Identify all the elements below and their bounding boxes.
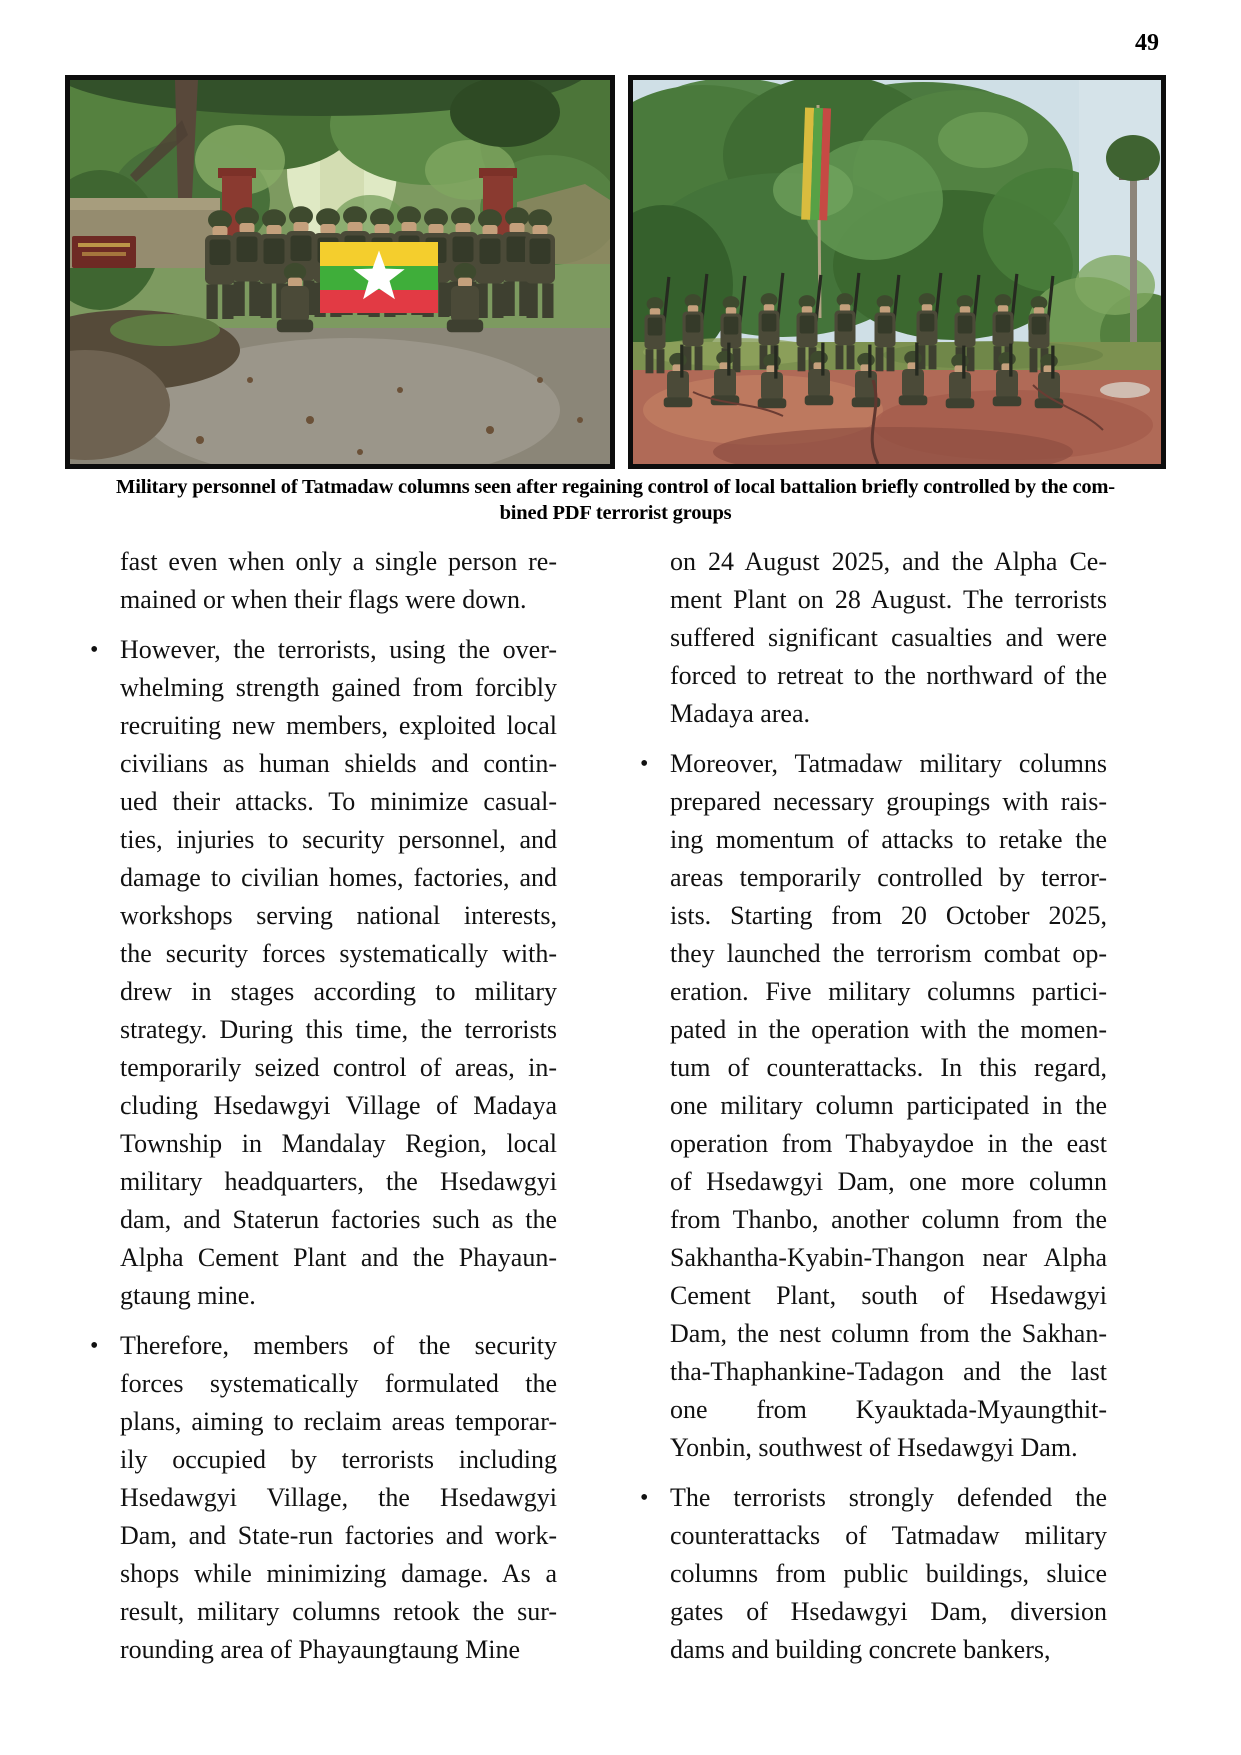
text-line: ists. Starting from 20 October 2025, (670, 901, 1107, 930)
text-line: tum of counterattacks. In this regard, (670, 1053, 1107, 1082)
photo-soldiers-with-flag (65, 75, 615, 469)
bullet-marker: • (640, 751, 649, 777)
text-line: However, the terrorists, using the over- (120, 635, 557, 664)
bullet-marker: • (90, 637, 99, 663)
paragraph (120, 543, 557, 619)
text-line: the security forces systematically with- (120, 939, 557, 968)
text-line: gates of Hsedawgyi Dam, diversion (670, 1597, 1107, 1626)
text-line: The terrorists strongly defended the (670, 1483, 1107, 1512)
text-line: of Hsedawgyi Dam, one more column (670, 1167, 1107, 1196)
text-line: one military column participated in the (670, 1091, 1107, 1120)
text-line: counterattacks of Tatmadaw military (670, 1521, 1107, 1550)
text-line: strategy. During this time, the terrorists (120, 1015, 557, 1044)
text-line: areas temporarily controlled by terror- (670, 863, 1107, 892)
text-line: Cement Plant, south of Hsedawgyi (670, 1281, 1107, 1310)
text-line: on 24 August 2025, and the Alpha Ce- (670, 547, 1107, 576)
text-line: result, military columns retook the sur- (120, 1597, 557, 1626)
text-line: operation from Thabyaydoe in the east (670, 1129, 1107, 1158)
text-line: they launched the terrorism combat op- (670, 939, 1107, 968)
text-line: Therefore, members of the security (120, 1331, 557, 1360)
text-line: workshops serving national interests, (120, 901, 557, 930)
text-line: civilians as human shields and contin- (120, 749, 557, 778)
myanmar-flag (320, 242, 438, 313)
text-line: forced to retreat to the northward of the (670, 661, 1107, 690)
left-column (90, 543, 557, 1669)
bullet-paragraph (90, 1327, 557, 1669)
text-line: rounding area of Phayaungtaung Mine (120, 1635, 521, 1664)
text-line: Dam, the nest column from the Sakhan- (670, 1319, 1107, 1348)
text-line: dams and building concrete bankers, (670, 1635, 1051, 1664)
text-line: one from Kyauktada-Myaungthit- (670, 1395, 1107, 1424)
right-column (640, 543, 1107, 1669)
text-line: recruiting new members, exploited local (120, 711, 557, 740)
caption-line: Military personnel of Tatmadaw columns seen after regaining control of local battalion briefly controlled by the com- (116, 476, 1115, 498)
text-line: Yonbin, southwest of Hsedawgyi Dam. (670, 1433, 1078, 1462)
figure-row (65, 75, 1166, 469)
text-line: plans, aiming to reclaim areas temporar- (120, 1407, 557, 1436)
text-line: ties, injuries to security personnel, and (120, 825, 557, 854)
text-line: suffered significant casualties and were (670, 623, 1107, 652)
text-line: military headquarters, the Hsedawgyi (120, 1167, 557, 1196)
body-text (90, 543, 1107, 1669)
text-line: whelming strength gained from forcibly (120, 673, 557, 702)
text-line: Madaya area. (670, 699, 811, 728)
text-line: shops while minimizing damage. As a (120, 1559, 557, 1588)
text-line: Hsedawgyi Village, the Hsedawgyi (120, 1483, 557, 1512)
text-line: dam, and Staterun factories such as the (120, 1205, 557, 1234)
text-line: Township in Mandalay Region, local (120, 1129, 557, 1158)
right-photo-illustration (633, 80, 1161, 464)
caption-line: bined PDF terrorist groups (499, 502, 732, 524)
text-line: ued their attacks. To minimize casual- (120, 787, 557, 816)
text-line: Dam, and State-run factories and work- (120, 1521, 557, 1550)
text-line: eration. Five military columns partici- (670, 977, 1107, 1006)
bullet-paragraph (90, 631, 557, 1315)
text-line: ment Plant on 28 August. The terrorists (670, 585, 1107, 614)
text-line: mained or when their flags were down. (120, 585, 527, 614)
bullet-marker: • (90, 1333, 99, 1359)
photo-soldier-formation (628, 75, 1166, 469)
text-line: prepared necessary groupings with rais- (670, 787, 1107, 816)
text-line: drew in stages according to military (120, 977, 557, 1006)
text-line: Sakhantha-Kyabin-Thangon near Alpha (670, 1243, 1107, 1272)
text-line: temporarily seized control of areas, in- (120, 1053, 557, 1082)
text-line: forces systematically formulated the (120, 1369, 557, 1398)
figure-caption (65, 474, 1166, 526)
paragraph (670, 543, 1107, 733)
bullet-marker: • (640, 1485, 649, 1511)
text-line: tha-Thaphankine-Tadagon and the last (670, 1357, 1107, 1386)
left-photo-illustration (70, 80, 610, 464)
text-line: ing momentum of attacks to retake the (670, 825, 1107, 854)
text-line: damage to civilian homes, factories, and (120, 863, 557, 892)
text-line: Alpha Cement Plant and the Phayaun- (120, 1243, 557, 1272)
bullet-paragraph (640, 1479, 1107, 1669)
bullet-paragraph (640, 745, 1107, 1467)
page-number: 49 (1135, 30, 1159, 56)
text-line: pated in the operation with the momen- (670, 1015, 1107, 1044)
text-line: gtaung mine. (120, 1281, 256, 1310)
text-line: cluding Hsedawgyi Village of Madaya (120, 1091, 557, 1120)
text-line: ily occupied by terrorists including (120, 1445, 557, 1474)
text-line: fast even when only a single person re- (120, 547, 557, 576)
text-line: Moreover, Tatmadaw military columns (670, 749, 1107, 778)
text-line: from Thanbo, another column from the (670, 1205, 1107, 1234)
text-line: columns from public buildings, sluice (670, 1559, 1107, 1588)
